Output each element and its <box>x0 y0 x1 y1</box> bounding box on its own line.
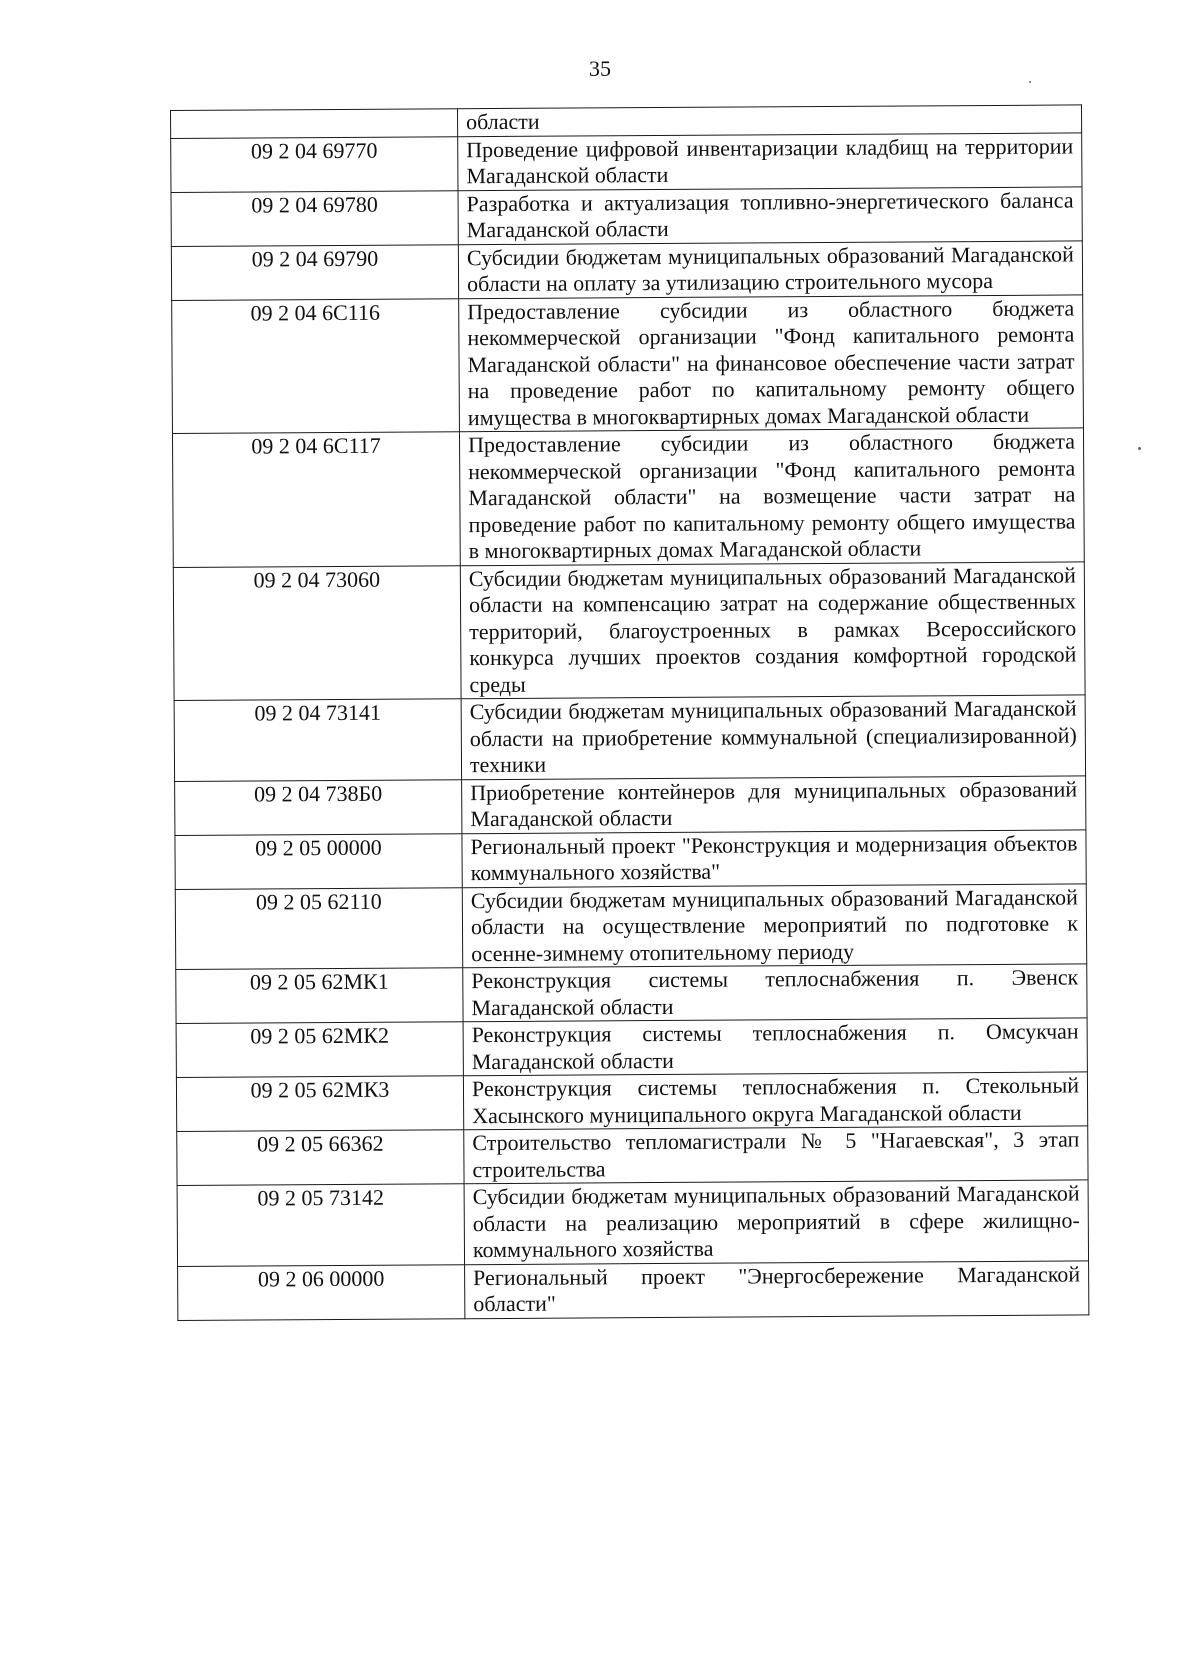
table-row <box>175 829 1086 889</box>
table-row <box>171 186 1082 246</box>
table-row <box>175 775 1086 835</box>
description-cell: Субсидии бюджетам муниципальных образований Магаданской области на осуществление мероприятий по подготовке к осенне-зимнему отопительному периоду <box>462 883 1086 967</box>
code-cell: 09 2 05 62МК2 <box>176 1022 463 1078</box>
code-cell: 09 2 06 00000 <box>178 1264 465 1320</box>
code-cell: 09 2 04 69780 <box>171 190 458 246</box>
table-row <box>176 1018 1087 1078</box>
description-cell: Проведение цифровой инвентаризации кладбищ на территории Магаданской области <box>458 132 1082 190</box>
code-cell: 09 2 05 73142 <box>177 1184 464 1266</box>
code-cell: 09 2 05 62МК3 <box>176 1076 463 1132</box>
description-cell: Субсидии бюджетам муниципальных образований Магаданской области на компенсацию затрат на содержание общественных территорий, благоустроенных в рамках Всероссийского конкурса лучших проектов создания комфортной городской среды <box>460 561 1085 698</box>
table-row <box>177 1180 1088 1266</box>
code-cell: 09 2 05 62МК1 <box>176 968 463 1024</box>
code-cell: 09 2 04 738Б0 <box>175 779 462 835</box>
table-body <box>171 105 1089 1320</box>
description-cell: Реконструкция системы теплоснабжения п. Эвенск Магаданской области <box>463 964 1087 1022</box>
code-cell: 09 2 05 00000 <box>175 833 462 889</box>
description-cell: Приобретение контейнеров для муниципальных образований Магаданской области <box>462 775 1086 833</box>
scan-speck <box>1138 447 1141 450</box>
budget-code-table <box>170 104 1089 1320</box>
table-row <box>174 695 1085 781</box>
code-cell: 09 2 04 69790 <box>171 244 458 300</box>
description-cell: Строительство тепломагистрали № 5 "Нагаевская", 3 этап строительства <box>464 1126 1088 1184</box>
description-cell: Субсидии бюджетам муниципальных образований Магаданской области на приобретение коммунальной (специализированной) техники <box>461 695 1085 779</box>
code-cell: 09 2 05 66362 <box>177 1130 464 1186</box>
description-cell: Реконструкция системы теплоснабжения п. Омсукчан Магаданской области <box>463 1018 1087 1076</box>
table-row <box>171 240 1082 300</box>
description-cell: Предоставление субсидии из областного бюджета некоммерческой организации "Фонд капитального ремонта Магаданской области" на возмещение части затрат на проведение работ по капитальному ремонту общего имущества в многоквартирных домах Магаданской области <box>459 428 1084 565</box>
scan-speck <box>1029 81 1031 83</box>
table-row <box>175 883 1086 969</box>
description-cell: Региональный проект "Реконструкция и модернизация объектов коммунального хозяйства" <box>462 829 1086 887</box>
table-row <box>172 294 1084 433</box>
description-cell: Субсидии бюджетам муниципальных образований Магаданской области на оплату за утилизацию строительного мусора <box>458 240 1082 298</box>
budget-code-table-wrapper <box>170 104 1089 1320</box>
table-row <box>178 1260 1089 1320</box>
code-cell: 09 2 04 6С117 <box>172 432 460 567</box>
code-cell: 09 2 05 62110 <box>175 887 462 969</box>
code-cell <box>171 109 458 138</box>
code-cell: 09 2 04 73060 <box>173 565 461 700</box>
table-row <box>177 1126 1088 1186</box>
table-row <box>176 1072 1087 1132</box>
description-cell: Реконструкция системы теплоснабжения п. Стекольный Хасынского муниципального округа Магаданской области <box>463 1072 1087 1130</box>
description-cell: Предоставление субсидии из областного бюджета некоммерческой организации "Фонд капитального ремонта Магаданской области" на финансовое обеспечение части затрат на проведение работ по капитальному ремонту общего имущества в многоквартирных домах Магаданской области <box>459 294 1084 431</box>
page-number: 35 <box>589 56 611 81</box>
table-row <box>173 561 1085 700</box>
description-cell: области <box>457 105 1081 136</box>
code-cell: 09 2 04 73141 <box>174 699 461 781</box>
code-cell: 09 2 04 69770 <box>171 136 458 192</box>
table-row <box>172 428 1084 567</box>
table-row <box>176 964 1087 1024</box>
table-row <box>171 132 1082 192</box>
description-cell: Региональный проект "Энергосбережение Магаданской области" <box>465 1260 1089 1318</box>
description-cell: Субсидии бюджетам муниципальных образований Магаданской области на реализацию мероприятий в сфере жилищно-коммунального хозяйства <box>464 1180 1088 1264</box>
description-cell: Разработка и актуализация топливно-энергетического баланса Магаданской области <box>458 186 1082 244</box>
code-cell: 09 2 04 6С116 <box>172 298 460 433</box>
